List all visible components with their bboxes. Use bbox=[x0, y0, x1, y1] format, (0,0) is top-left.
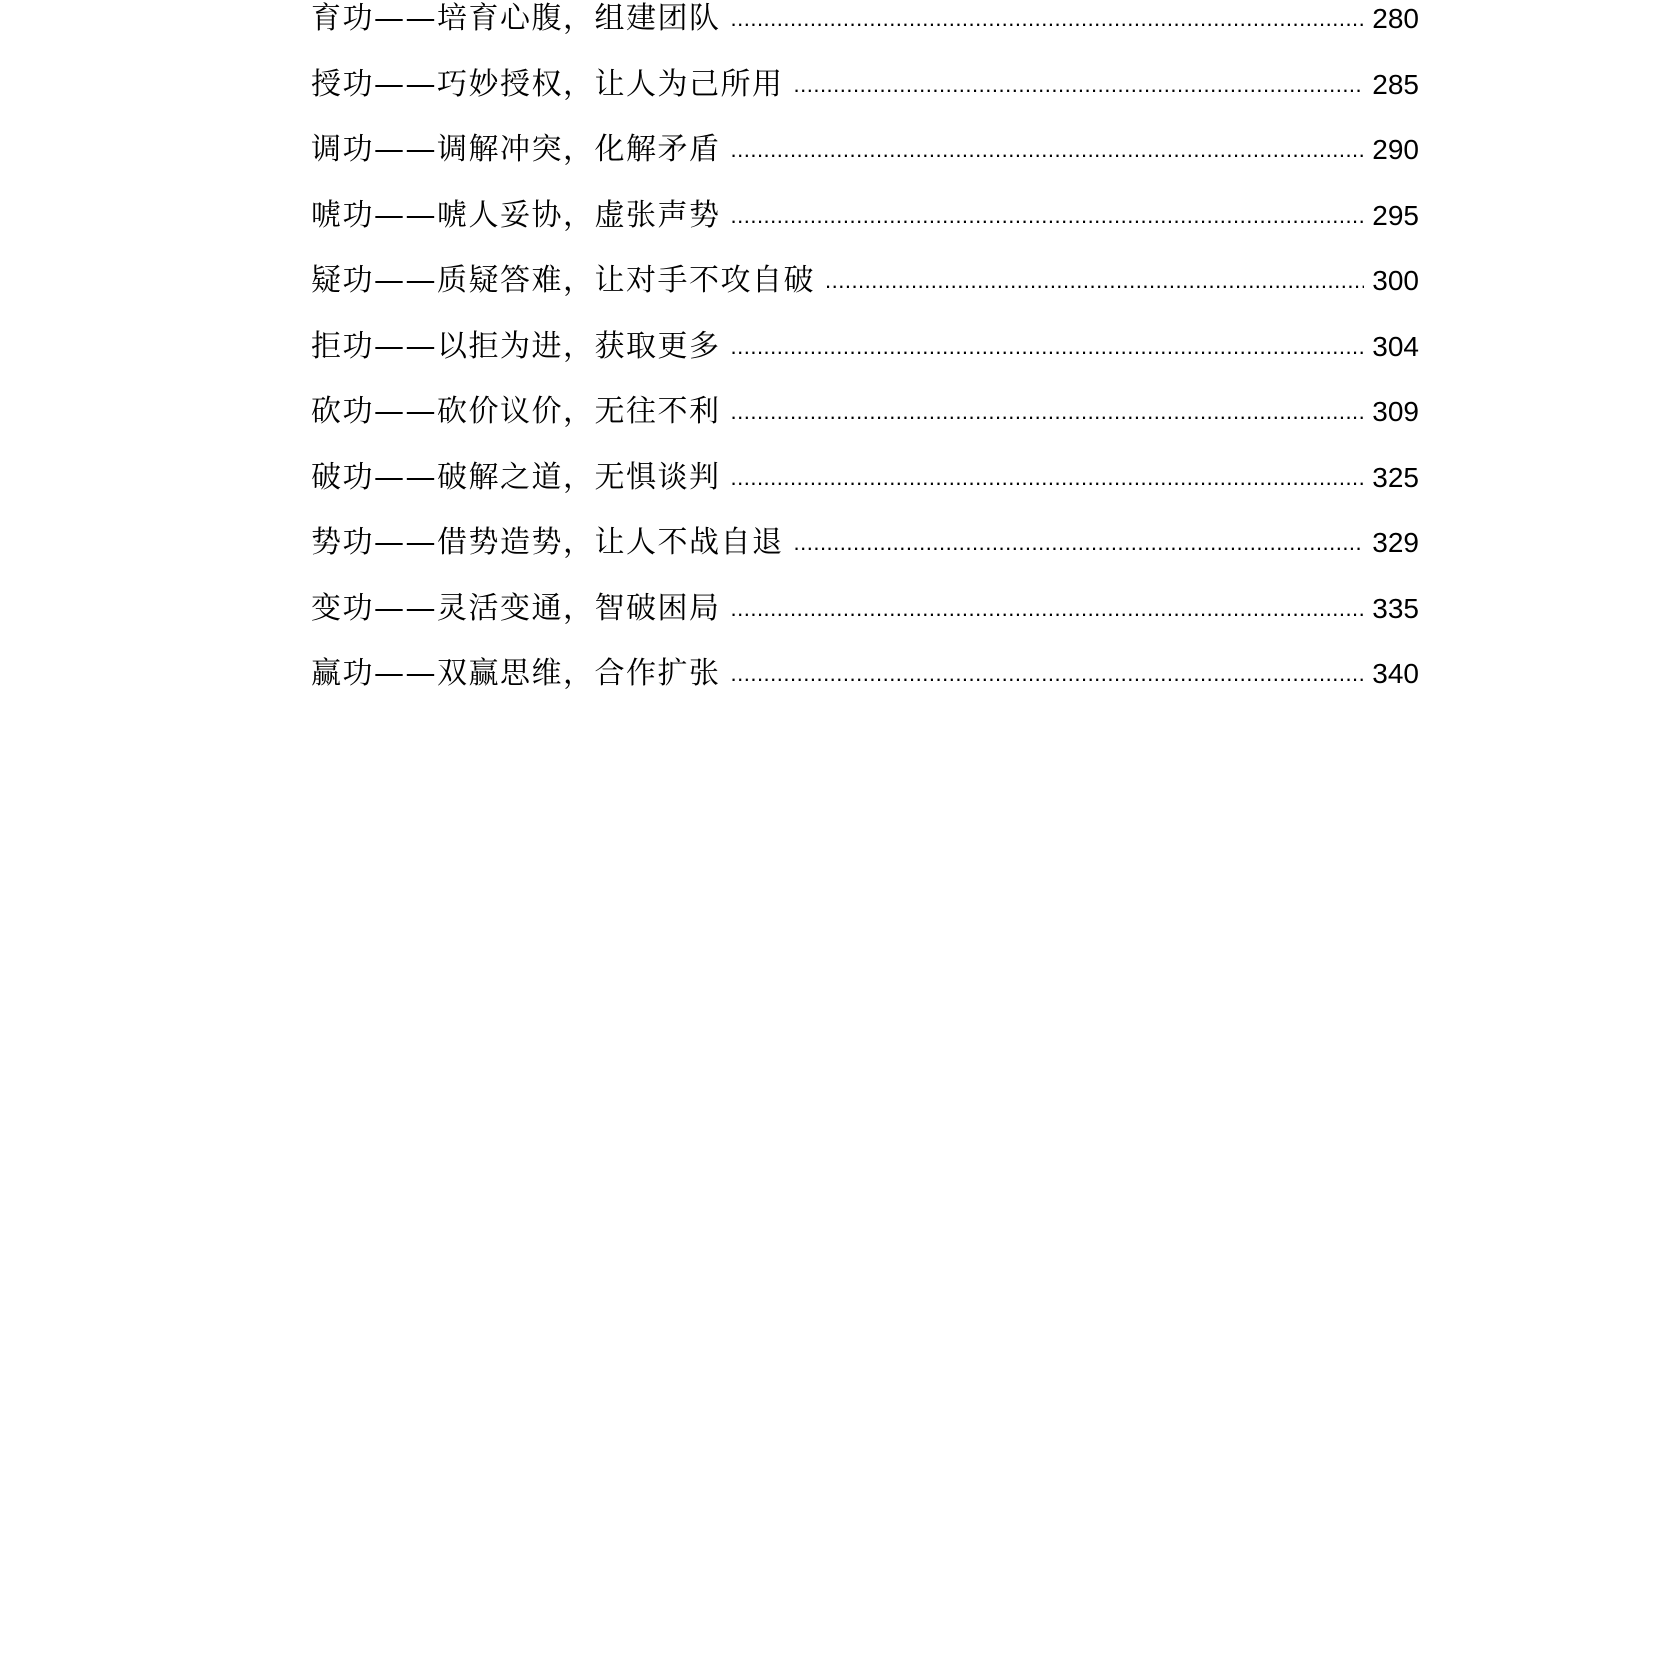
toc-dot-leader bbox=[731, 117, 1365, 183]
toc-entry-title: 授功——巧妙授权，让人为己所用 bbox=[311, 66, 784, 102]
toc-page-number: 340 bbox=[1372, 658, 1419, 689]
toc-entry[interactable] bbox=[311, 248, 1419, 314]
toc-entry-title: 疑功——质疑答难，让对手不攻自破 bbox=[311, 263, 815, 298]
toc-dot-leader bbox=[825, 248, 1364, 314]
toc-page-number: 285 bbox=[1372, 68, 1419, 100]
toc-page-number: 304 bbox=[1372, 330, 1419, 362]
toc-entry[interactable] bbox=[311, 0, 1419, 52]
toc-entry-title: 拒功——以拒为进，获取更多 bbox=[311, 328, 721, 364]
toc-dot-leader bbox=[731, 576, 1365, 642]
toc-entry[interactable] bbox=[311, 379, 1419, 445]
toc-entry-title: 变功——灵活变通，智破困局 bbox=[311, 590, 721, 626]
toc-dot-leader bbox=[731, 314, 1365, 380]
toc-entry[interactable] bbox=[311, 314, 1419, 380]
toc-dot-leader bbox=[731, 641, 1365, 707]
toc-page-number: 290 bbox=[1372, 134, 1419, 165]
toc-entry[interactable] bbox=[311, 52, 1419, 118]
toc-dot-leader bbox=[794, 52, 1365, 118]
toc-entry-title: 赢功——双赢思维，合作扩张 bbox=[311, 656, 721, 691]
toc-entry-title: 唬功——唬人妥协，虚张声势 bbox=[311, 197, 721, 233]
toc-entry-title: 育功——培育心腹，组建团队 bbox=[311, 1, 721, 36]
toc-dot-leader bbox=[731, 379, 1365, 445]
toc-entry-title: 破功——破解之道，无惧谈判 bbox=[311, 459, 721, 495]
toc-page-number: 295 bbox=[1372, 199, 1419, 231]
toc-page-number: 309 bbox=[1372, 396, 1419, 427]
toc-dot-leader bbox=[794, 510, 1365, 576]
toc-entry-title: 势功——借势造势，让人不战自退 bbox=[311, 525, 784, 560]
toc-page-number: 329 bbox=[1372, 527, 1419, 558]
toc-entry[interactable] bbox=[311, 183, 1419, 249]
toc-entry[interactable] bbox=[311, 576, 1419, 642]
toc-entry-title: 砍功——砍价议价，无往不利 bbox=[311, 394, 721, 429]
toc-dot-leader bbox=[731, 445, 1365, 511]
toc-entry[interactable] bbox=[311, 117, 1419, 183]
toc-entry[interactable] bbox=[311, 510, 1419, 576]
toc-page-number: 300 bbox=[1372, 265, 1419, 296]
toc-dot-leader bbox=[731, 183, 1365, 249]
toc-page-number: 335 bbox=[1372, 592, 1419, 624]
toc-dot-leader bbox=[731, 0, 1365, 52]
toc-entry[interactable] bbox=[311, 641, 1419, 707]
toc-page-number: 325 bbox=[1372, 461, 1419, 493]
toc-entry-title: 调功——调解冲突，化解矛盾 bbox=[311, 132, 721, 167]
toc-entry[interactable] bbox=[311, 445, 1419, 511]
table-of-contents bbox=[311, 0, 1419, 707]
toc-page-number: 280 bbox=[1372, 3, 1419, 34]
